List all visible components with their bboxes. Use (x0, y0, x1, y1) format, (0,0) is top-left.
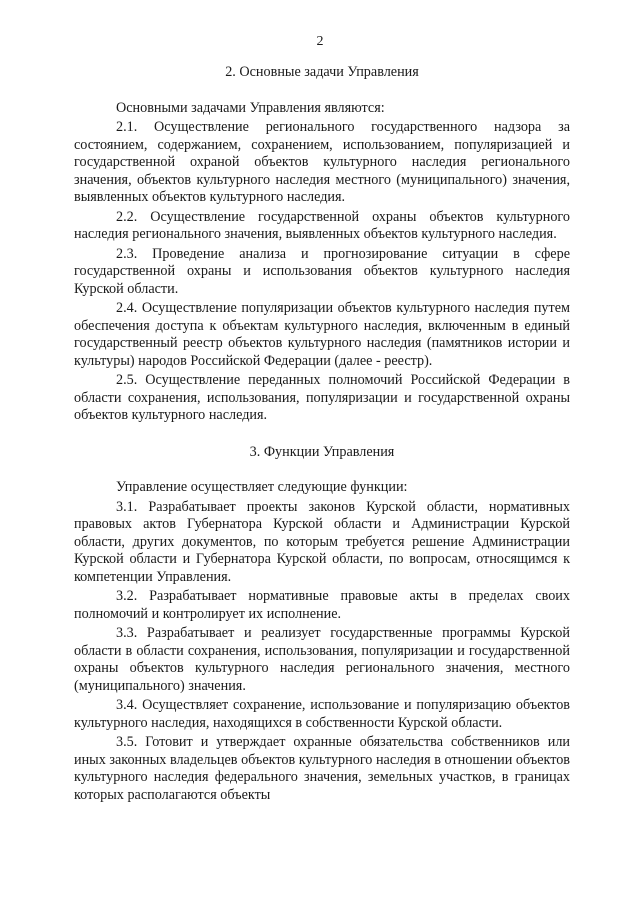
section-2-title: 2. Основные задачи Управления (225, 64, 419, 80)
section-3-intro: Управление осуществляет следующие функции: (116, 479, 408, 495)
section-3-item-3-3: 3.3. Разрабатывает и реализует государственные программы Курской области в области сохранения, использования, популяризации и государственной охраны объектов культурного наследия регионального значения, местного (муниципального) значения. (74, 625, 570, 694)
section-3-item-3-2: 3.2. Разрабатывает нормативные правовые акты в пределах своих полномочий и контролирует их исполнение. (74, 588, 570, 622)
section-2-item-2-3: 2.3. Проведение анализа и прогнозирование ситуации в сфере государственной охраны и использования объектов культурного наследия Курской области. (74, 245, 570, 297)
section-3-title: 3. Функции Управления (249, 443, 395, 460)
section-3 (74, 444, 570, 805)
section-3-item-3-4: 3.4. Осуществляет сохранение, использование и популяризацию объектов культурного наследия, находящихся в собственности Курской области. (74, 697, 570, 731)
document-body (74, 60, 570, 804)
section-2 (74, 64, 570, 425)
section-2-intro: Основными задачами Управления являются: (116, 99, 385, 116)
section-2-item-2-2: 2.2. Осуществление государственной охраны объектов культурного наследия регионального значения, выявленных объектов культурного наследия. (74, 208, 570, 242)
section-2-item-2-1: 2.1. Осуществление регионального государственного надзора за состоянием, содержанием, сохранением, использованием, популяризацией и государственной охраной объектов культурного наследия регионального значения, объектов культурного наследия местного (муниципального) значения, выявленных объектов культурного наследия. (74, 119, 570, 205)
section-3-item-3-5: 3.5. Готовит и утверждает охранные обязательства собственников или иных законных владельцев объектов культурного наследия в отношении объектов культурного наследия федерального значения, земельных участков, в границах которых располагаются объекты (74, 734, 570, 803)
section-2-item-2-4: 2.4. Осуществление популяризации объектов культурного наследия путем обеспечения доступа к объектам культурного наследия, включенным в единый государственный реестр объектов культурного наследия (памятников истории и культуры) народов Российской Федерации (далее - реестр). (74, 300, 570, 369)
section-3-item-3-1: 3.1. Разрабатывает проекты законов Курской области, нормативных правовых актов Губернатора Курской области и Администрации Курской области, других документов, по которым требуется решение Администрации Курской области и Губернатора Курской области, по вопросам, относящимся к компетенции Управления. (74, 498, 570, 585)
section-2-item-2-5: 2.5. Осуществление переданных полномочий Российской Федерации в области сохранения, использования, популяризации и государственной охраны объектов культурного наследия. (74, 372, 570, 423)
page-number: 2 (316, 34, 324, 49)
